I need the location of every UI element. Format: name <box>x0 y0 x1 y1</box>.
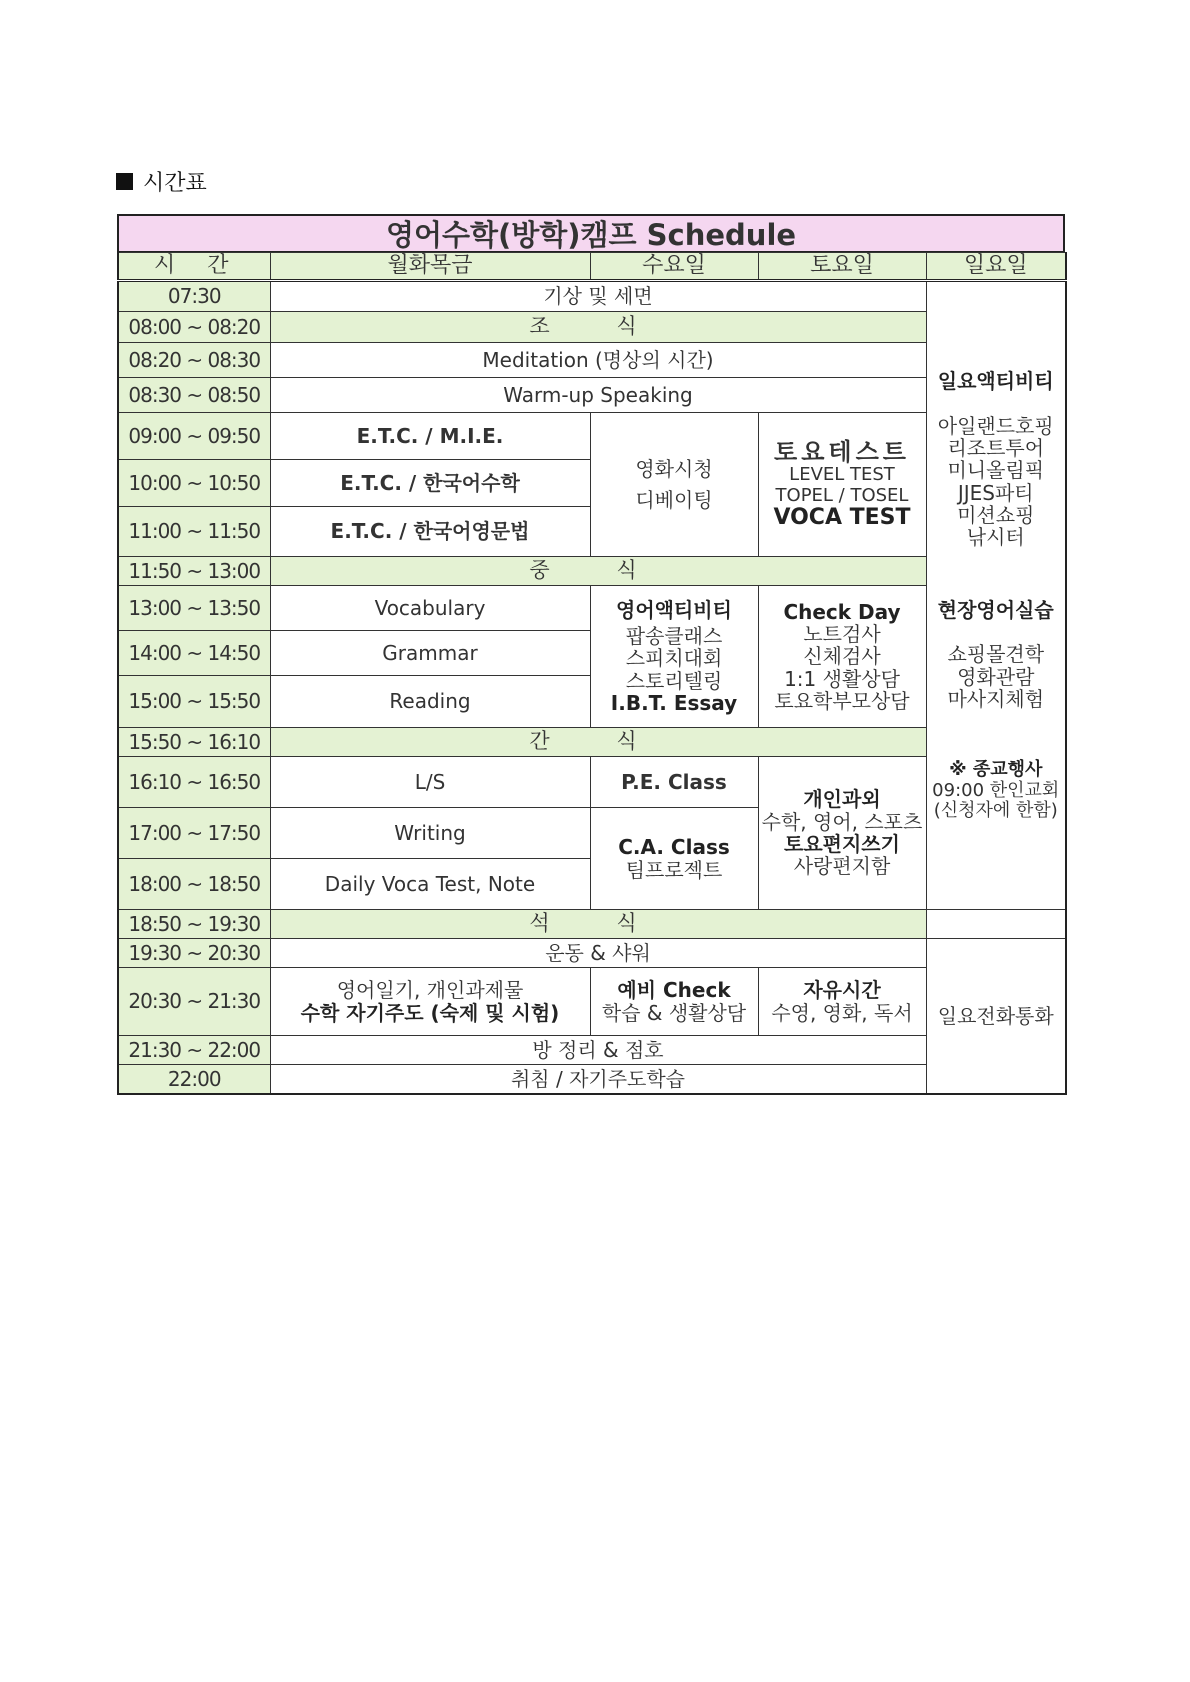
table-row <box>118 757 1066 808</box>
schedule-table <box>117 252 1067 1095</box>
table-row <box>118 557 1066 586</box>
wednesday-afternoon-cell <box>590 586 758 728</box>
saturday-afternoon-cell <box>758 586 926 728</box>
wednesday-afternoon-title: 영어액티비티 <box>616 597 732 622</box>
schedule-title: 영어수학(방학)캠프 Schedule <box>117 214 1065 252</box>
warmup-cell: Warm-up Speaking <box>270 378 926 413</box>
saturday-morning-item: LEVEL TEST <box>789 464 895 486</box>
wednesday-afternoon-item: 스피치대회 <box>625 646 723 671</box>
sunday-field-item: 영화관람 <box>957 664 1035 689</box>
wednesday-evening-sub: 학습 & 생활상담 <box>601 1000 747 1025</box>
time-cell: 19:30 ~ 20:30 <box>118 939 270 968</box>
saturday-late-sub: 수학, 영어, 스포츠 <box>761 809 923 834</box>
sunday-evening-cell: 일요전화통화 <box>926 939 1066 1094</box>
time-cell: 08:20 ~ 08:30 <box>118 343 270 378</box>
col-header-weekday: 월화목금 <box>270 253 590 281</box>
sunday-activity-item: 아일랜드호핑 <box>937 413 1054 438</box>
time-cell: 09:00 ~ 09:50 <box>118 413 270 460</box>
meditation-cell: Meditation (명상의 시간) <box>270 343 926 378</box>
weekday-period-cell: E.T.C. / M.I.E. <box>270 413 590 460</box>
saturday-afternoon-item: 토요학부모상담 <box>774 689 910 714</box>
weekday-evening-item: 수학 자기주도 (숙제 및 시험) <box>300 1000 560 1025</box>
sunday-activity-item: 리조트투어 <box>947 435 1045 460</box>
snack-cell: 간 식 <box>270 728 926 757</box>
time-cell: 14:00 ~ 14:50 <box>118 631 270 676</box>
wednesday-ca-cell <box>590 808 758 910</box>
sunday-field-item: 쇼핑몰견학 <box>947 642 1045 667</box>
time-cell: 07:30 <box>118 281 270 312</box>
table-row <box>118 312 1066 343</box>
saturday-morning-title: 토요테스트 <box>774 437 910 466</box>
wednesday-afternoon-last: I.B.T. Essay <box>610 691 738 716</box>
sunday-activity-item: 미션쇼핑 <box>957 503 1035 528</box>
weekday-period-cell: Grammar <box>270 631 590 676</box>
sunday-field-title: 현장영어실습 <box>937 597 1054 622</box>
saturday-morning-item: TOPEL / TOSEL <box>775 484 909 506</box>
table-row <box>118 281 1066 312</box>
saturday-afternoon-item: 1:1 생활상담 <box>784 666 900 691</box>
wednesday-evening-cell <box>590 968 758 1036</box>
weekday-period-cell: L/S <box>270 757 590 808</box>
weekday-period-cell: Vocabulary <box>270 586 590 631</box>
table-row <box>118 910 1066 939</box>
table-row <box>118 413 1066 460</box>
wednesday-morning-item: 디베이팅 <box>635 487 713 512</box>
time-cell: 18:50 ~ 19:30 <box>118 910 270 939</box>
saturday-late-cell <box>758 757 926 910</box>
sunday-activity-item: JJES파티 <box>957 480 1034 505</box>
weekday-evening-cell <box>270 968 590 1036</box>
section-heading <box>116 166 207 197</box>
time-cell: 20:30 ~ 21:30 <box>118 968 270 1036</box>
time-cell: 08:30 ~ 08:50 <box>118 378 270 413</box>
time-cell: 13:00 ~ 13:50 <box>118 586 270 631</box>
weekday-period-cell: E.T.C. / 한국어수학 <box>270 460 590 507</box>
table-row <box>118 1036 1066 1065</box>
wednesday-pe-cell: P.E. Class <box>590 757 758 808</box>
saturday-evening-cell <box>758 968 926 1036</box>
table-row <box>118 728 1066 757</box>
saturday-letter-title: 토요편지쓰기 <box>784 832 900 856</box>
col-header-saturday: 토요일 <box>758 253 926 281</box>
time-cell: 08:00 ~ 08:20 <box>118 312 270 343</box>
saturday-morning-cell <box>758 413 926 557</box>
saturday-letter-sub: 사랑편지함 <box>793 854 891 879</box>
col-header-sunday: 일요일 <box>926 253 1066 281</box>
saturday-afternoon-title: Check Day <box>783 599 901 624</box>
table-row <box>118 939 1066 968</box>
sunday-daytime-cell <box>926 281 1066 910</box>
time-cell: 17:00 ~ 17:50 <box>118 808 270 859</box>
sunday-field-item: 마사지체험 <box>947 687 1045 712</box>
weekday-period-cell: Writing <box>270 808 590 859</box>
exercise-cell: 운동 & 샤워 <box>270 939 926 968</box>
wednesday-afternoon-item: 스토리텔링 <box>625 668 723 693</box>
table-row <box>118 968 1066 1036</box>
sunday-religion-item: 09:00 한인교회 <box>932 779 1060 801</box>
saturday-afternoon-item: 신체검사 <box>803 644 881 669</box>
wednesday-afternoon-item: 팝송클래스 <box>625 623 723 648</box>
wednesday-morning-item: 영화시청 <box>635 457 713 482</box>
time-cell: 16:10 ~ 16:50 <box>118 757 270 808</box>
wednesday-evening-title: 예비 Check <box>617 978 731 1003</box>
saturday-evening-title: 자유시간 <box>803 978 881 1003</box>
cleanup-cell: 방 정리 & 점호 <box>270 1036 926 1065</box>
header-row <box>118 253 1066 281</box>
saturday-evening-sub: 수영, 영화, 독서 <box>771 1000 913 1025</box>
wednesday-ca-sub: 팀프로젝트 <box>625 857 723 882</box>
weekday-evening-item: 영어일기, 개인과제물 <box>336 978 524 1003</box>
section-heading-text: 시간표 <box>143 171 207 196</box>
time-cell: 10:00 ~ 10:50 <box>118 460 270 507</box>
time-cell: 22:00 <box>118 1065 270 1094</box>
sleep-cell: 취침 / 자기주도학습 <box>270 1065 926 1094</box>
sunday-religion-title: ※ 종교행사 <box>949 759 1043 781</box>
time-cell: 11:50 ~ 13:00 <box>118 557 270 586</box>
table-row <box>118 586 1066 631</box>
time-cell: 15:50 ~ 16:10 <box>118 728 270 757</box>
weekday-period-cell: Reading <box>270 676 590 728</box>
sunday-activity-item: 미니올림픽 <box>947 458 1045 483</box>
weekday-period-cell: Daily Voca Test, Note <box>270 859 590 910</box>
wednesday-morning-cell <box>590 413 758 557</box>
sunday-activity-title: 일요액티비티 <box>937 369 1054 394</box>
saturday-late-title: 개인과외 <box>803 787 881 812</box>
breakfast-cell: 조 식 <box>270 312 926 343</box>
table-row <box>118 1065 1066 1094</box>
time-cell: 11:00 ~ 11:50 <box>118 507 270 557</box>
time-cell: 18:00 ~ 18:50 <box>118 859 270 910</box>
time-cell: 15:00 ~ 15:50 <box>118 676 270 728</box>
saturday-morning-last: VOCA TEST <box>773 504 911 530</box>
table-row <box>118 343 1066 378</box>
square-bullet-icon <box>116 173 133 190</box>
saturday-afternoon-item: 노트검사 <box>803 621 881 646</box>
table-row <box>118 378 1066 413</box>
wednesday-ca-title: C.A. Class <box>618 835 730 860</box>
wake-cell: 기상 및 세면 <box>270 281 926 312</box>
time-cell: 21:30 ~ 22:00 <box>118 1036 270 1065</box>
weekday-period-cell: E.T.C. / 한국어영문법 <box>270 507 590 557</box>
dinner-cell: 석 식 <box>270 910 926 939</box>
sunday-activity-item: 낚시터 <box>966 525 1025 550</box>
col-header-wednesday: 수요일 <box>590 253 758 281</box>
col-header-time: 시 간 <box>118 253 270 281</box>
sunday-religion-item: (신청자에 한함) <box>933 799 1058 821</box>
lunch-cell: 중 식 <box>270 557 926 586</box>
schedule-table-container <box>117 214 1065 1095</box>
